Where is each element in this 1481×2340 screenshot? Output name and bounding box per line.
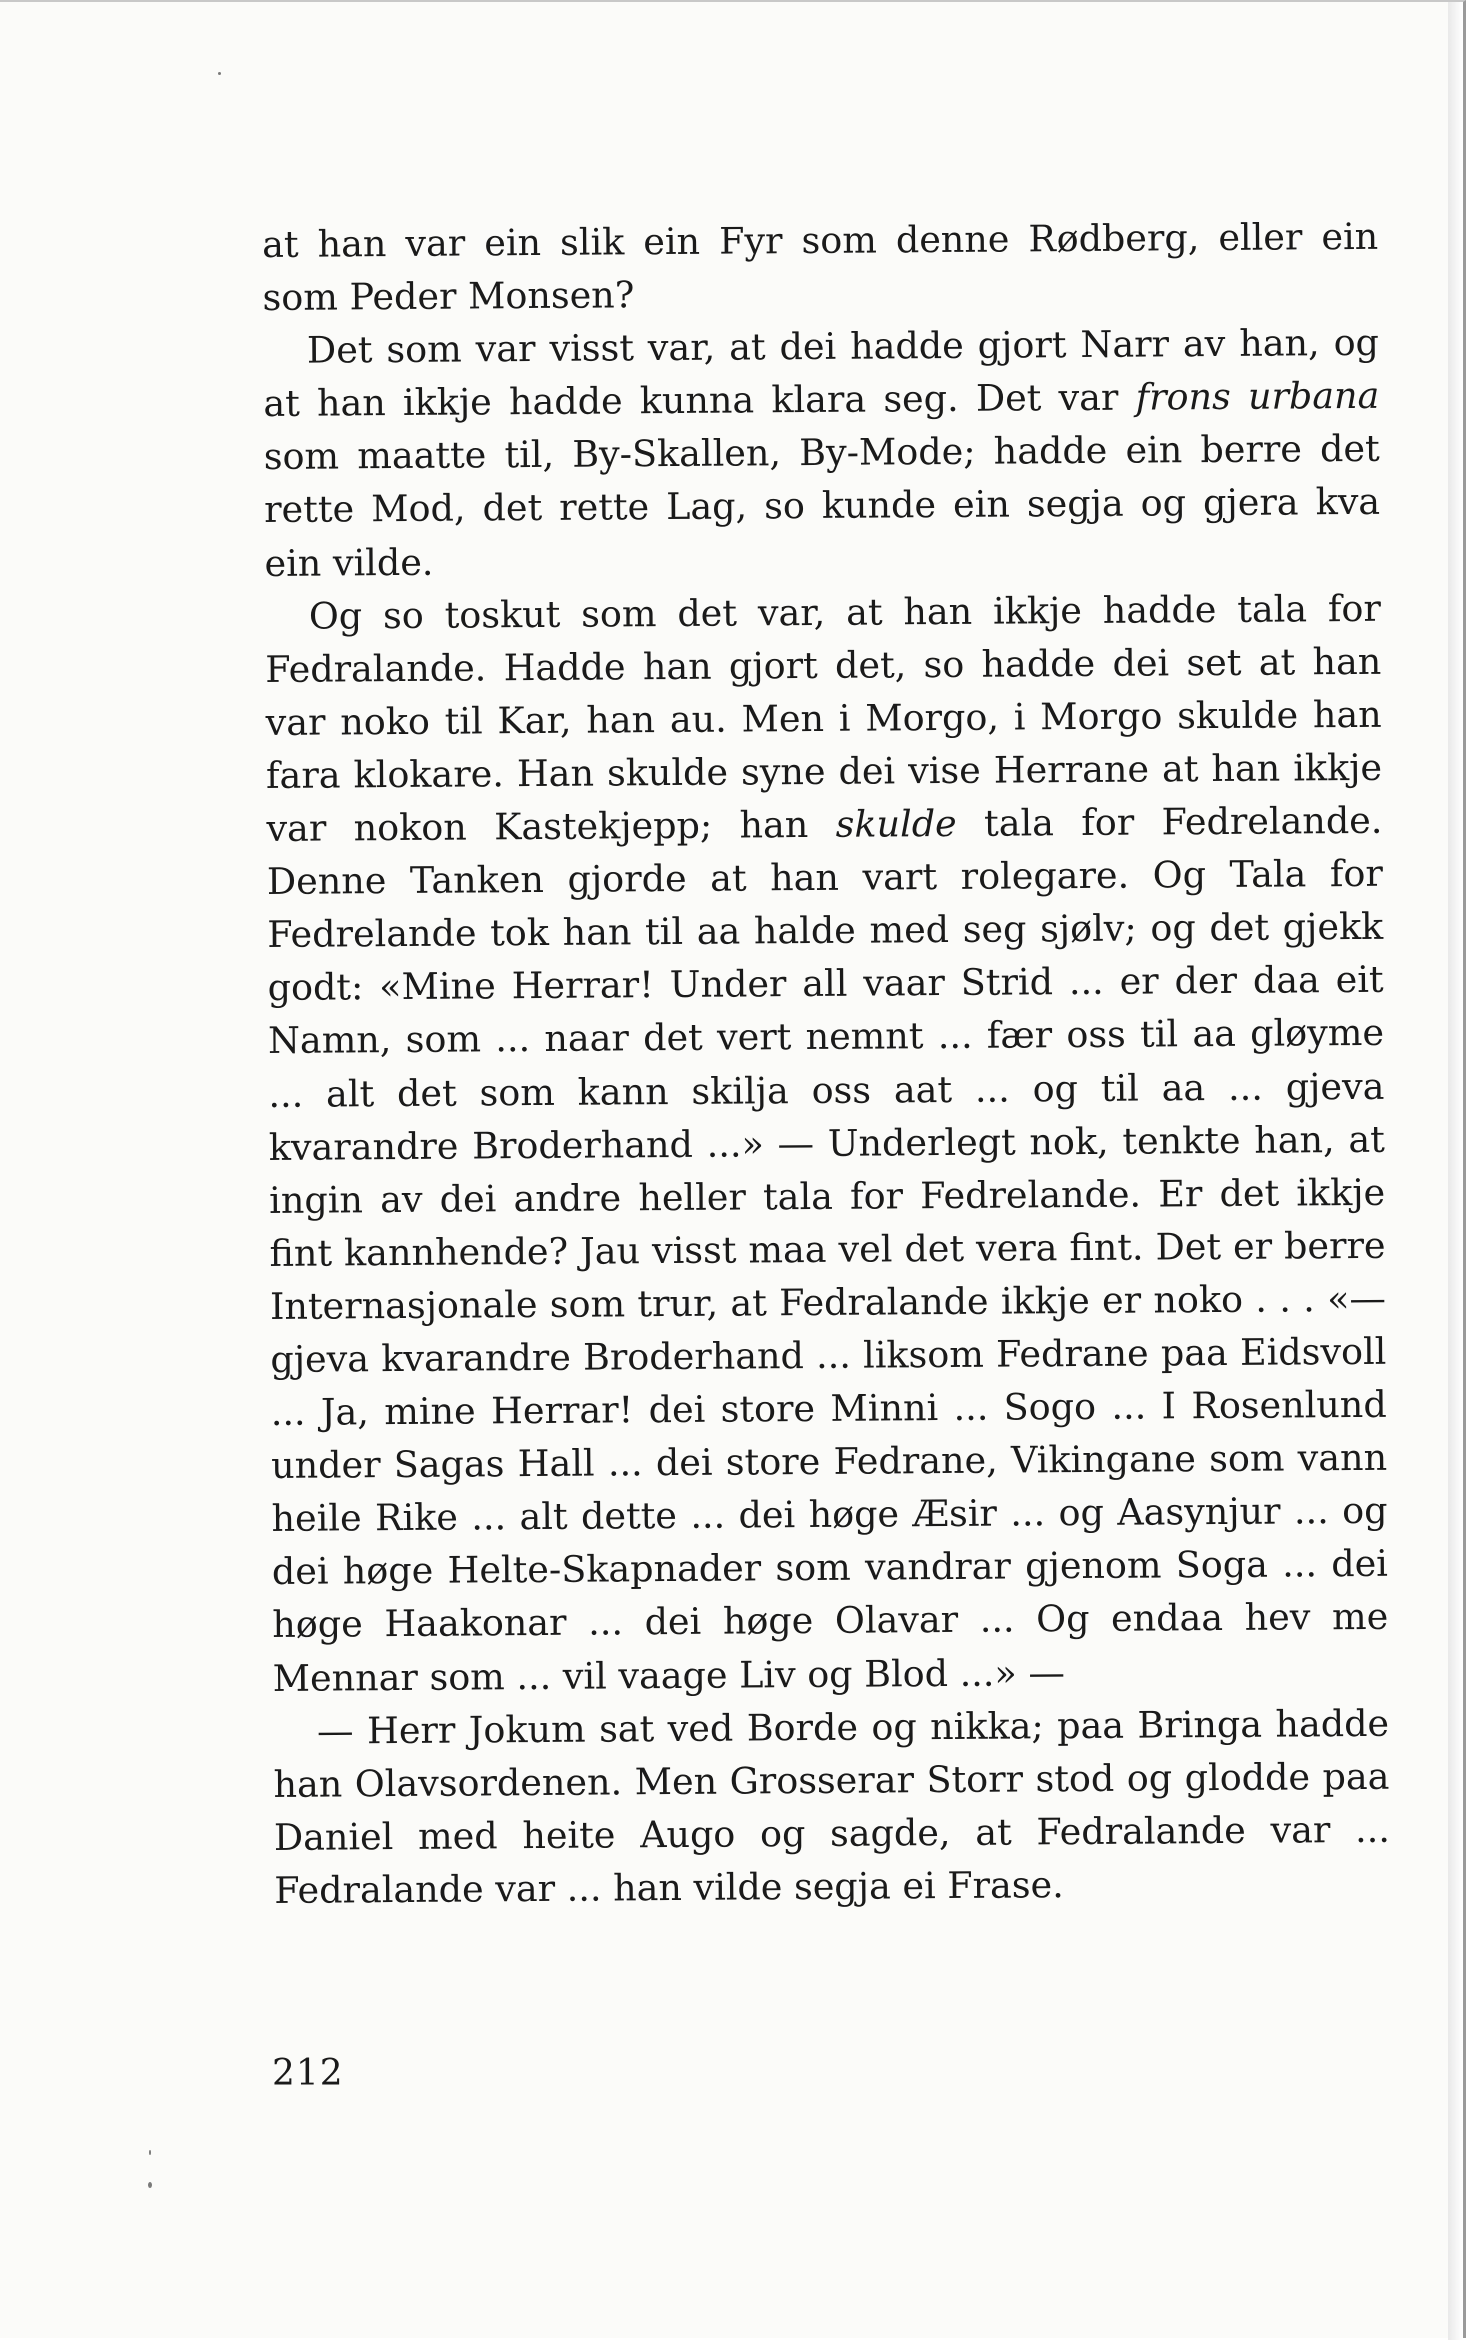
paragraph-3-italic: skulde: [835, 801, 957, 846]
paragraph-4: [273, 1696, 1391, 1917]
paragraph-3-after: tala for Fedrelande. Denne Tanken gjorde at han vart rolegare. Og Tala for Fedrelande tok han til aa halde med seg sjølv; og det gjekk godt: «Mine Herrar! Under all vaar Strid ... er der daa eit Namn, som ... naar det vert nemnt ... fær oss til aa gløyme ... alt det som kann skilja oss aat ... og til aa ... gjeva kvarandre Broderhand ...» — Underlegt nok, tenkte han, at ingin av dei andre heller tala for Fedrelande. Er det ikkje fint kannhende? Jau visst maa vel det vera fint. Det er berre Internasjonale som trur, at Fedralande ikkje er noko . . . «— gjeva kvarandre Broderhand ... liksom Fedrane paa Eidsvoll ... Ja, mine Herrar! dei store Minni ... Sogo ... I Rosenlund under Sagas Hall ... dei store Fedrane, Vikingane som vann heile Rike ... alt dette ... dei høge Æsir ... og Aasynjur ... og dei høge Helte-Skapnader som vandrar gjenom Soga ... dei høge Haakonar ... dei høge Olavar ... Og endaa hev me Mennar som ... vil vaage Liv og Blod ...» —: [266, 798, 1389, 1700]
scan-speck: [148, 2182, 152, 2188]
paragraph-2: [263, 316, 1381, 590]
paragraph-2-after: som maatte til, By-Skallen, By-Mode; hadde ein berre det rette Mod, det rette Lag, so kunde ein segja og gjera kva ein vilde.: [263, 427, 1381, 585]
page-edge-shadow: [1448, 2, 1463, 2340]
scan-speck: [149, 2150, 151, 2155]
paragraph-2-italic: frons urbana: [1135, 374, 1380, 419]
paragraph-3-before: Og so toskut som det var, at han ikkje hadde tala for Fedralande. Hadde han gjort det, so hadde dei set at han var noko til Kar, han au. Men i Morgo, i Morgo skulde han fara klokare. Han skulde syne dei vise Herrane at han ikkje var nokon Kastekjepp; han: [265, 586, 1383, 851]
scan-speck: [218, 72, 221, 75]
paragraph-1-text: at han var ein slik ein Fyr som denne Rødberg, eller ein som Peder Monsen?: [262, 214, 1379, 320]
page-number: 212: [272, 2053, 344, 2094]
body-text: [262, 210, 1390, 1917]
paragraph-3: [265, 581, 1389, 1704]
paragraph-1: [262, 210, 1379, 324]
paragraph-4-text: — Herr Jokum sat ved Borde og nikka; paa Bringa hadde han Olavsordenen. Men Grosserar Storr stod og glodde paa Daniel med heite Augo og sagde, at Fedralande var ... Fedralande var ... han vilde segja ei Frase.: [273, 1701, 1390, 1912]
paragraph-2-before: Det som var visst var, at dei hadde gjort Narr av han, og at han ikkje hadde kunna klara seg. Det var: [263, 321, 1380, 426]
